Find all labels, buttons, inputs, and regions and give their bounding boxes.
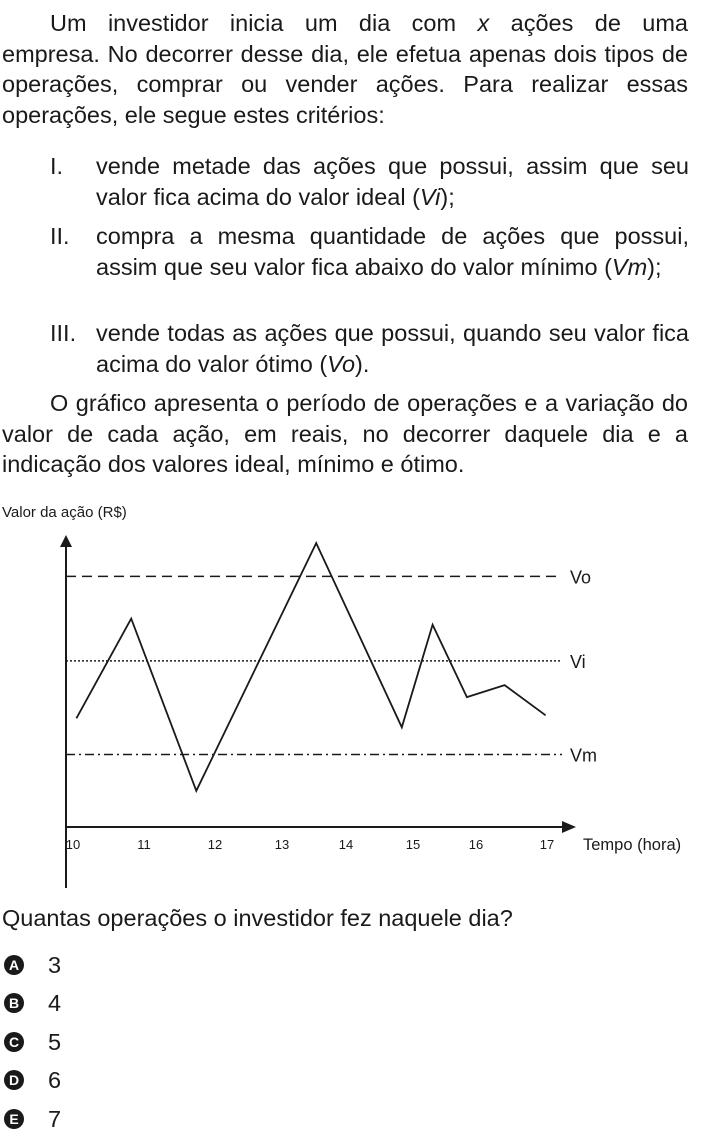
option-value: 6 [48,1067,62,1093]
intro-rest: empresa. No decorrer desse dia, ele efetua apenas dois tipos de operações, comprar ou vender ações. Para realizar essas operações, ele segue estes critérios: [2,40,688,128]
criterion-number: II. [50,223,70,249]
criterion-text-post: ). [355,350,370,377]
x-tick-label: 14 [338,837,354,852]
option-letter-badge: E [4,1109,24,1129]
x-tick-label: 11 [137,837,151,852]
criterion-text [96,318,689,379]
criterion-text-pre: vende metade das ações que possui, assim que seu valor fica acima do valor ideal ( [96,153,689,210]
option-value: 3 [48,952,62,978]
x-tick-label: 12 [207,837,223,852]
stock-value-chart [0,495,701,895]
y-axis-label: Valor da ação (R$) [2,504,127,521]
x-tick-label: 15 [405,837,421,852]
chart-description: O gráfico apresenta o período de operações e a variação do valor de cada ação, em reais, no decorrer daquele dia e a indicação dos valores ideal, mínimo e ótimo. [2,390,688,477]
option-value: 4 [48,990,62,1016]
reference-label-vo: Vo [570,567,592,588]
reference-label-vi: Vi [570,651,586,672]
criterion-text-pre: compra a mesma quantidade de ações que possui, assim que seu valor fica abaixo do valor mínimo ( [96,223,689,280]
reference-label-vm: Vm [570,745,597,766]
criterion-text-post: ); [440,183,455,210]
intro-text-pre: Um investidor inicia um dia com [50,10,478,36]
intro-variable: x [477,10,490,36]
criterion-text-post: ); [647,253,662,280]
criterion-number: I. [50,153,64,179]
intro-first-line [2,8,688,39]
question-text: Quantas operações o investidor fez naquele dia? [2,905,513,931]
intro-paragraph [2,8,688,130]
option-letter-badge: A [4,955,24,975]
option-letter-badge: C [4,1032,24,1052]
criterion-variable: Vm [611,253,648,280]
criterion-text [96,151,689,212]
criterion-text [96,221,689,282]
x-tick-label: 13 [274,837,290,852]
intro-text-post: ações de uma [489,10,688,36]
x-tick-label: 16 [468,837,484,852]
criterion-number: III. [50,320,77,346]
x-tick-label: 10 [65,837,81,852]
x-axis-label: Tempo (hora) [583,836,682,854]
criterion-text-pre: vende todas as ações que possui, quando seu valor fica acima do valor ótimo ( [96,320,689,377]
stock-value-line [76,543,545,791]
criterion-variable: Vo [327,350,356,377]
option-value: 7 [48,1106,62,1132]
x-axis-arrow [562,821,576,833]
x-tick-label: 17 [539,837,555,852]
option-value: 5 [48,1029,62,1055]
criterion-variable: Vi [419,183,441,210]
option-letter-badge: B [4,993,24,1013]
y-axis-arrow [60,535,72,547]
option-letter-badge: D [4,1070,24,1090]
